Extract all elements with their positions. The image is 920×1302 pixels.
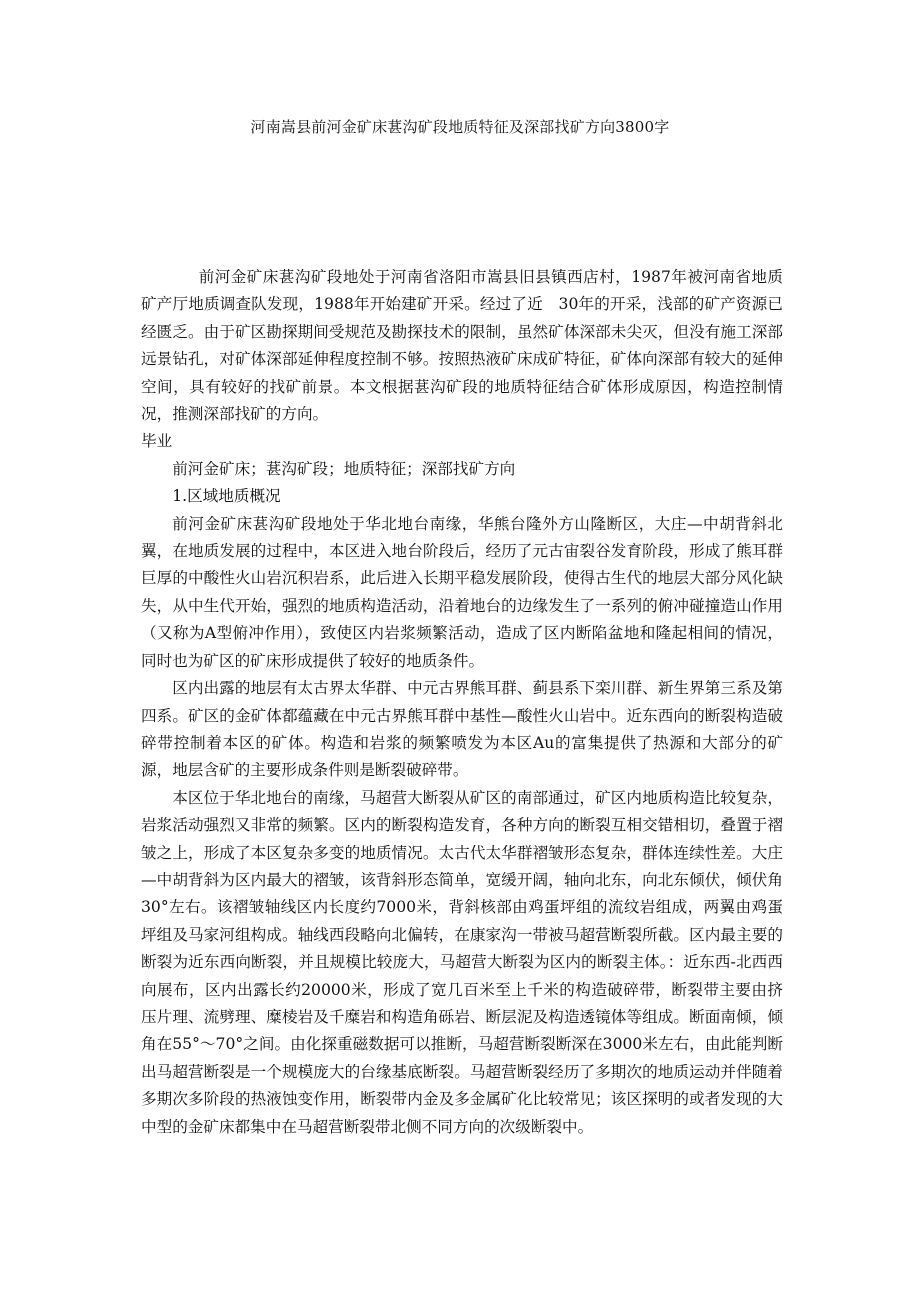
body-paragraph: 区内出露的地层有太古界太华群、中元古界熊耳群、蓟县系下栾川群、新生界第三系及第四系。矿区的金矿体都蕴藏在中元古界熊耳群中基性—酸性火山岩中。近东西向的断裂构造破碎带控制着本区的矿体。构造和岩浆的频繁喷发为本区Au的富集提供了热源和大部分的矿源，地层含矿的主要形成条件则是断裂破碎带。 [141, 679, 783, 780]
abstract-paragraph: 前河金矿床葚沟矿段地处于河南省洛阳市嵩县旧县镇西店村，1987年被河南省地质矿产厅地质调查队发现，1988年开始建矿开采。经过了近 30年的开采，浅部的矿产资源已经匮乏。由于矿区勘探期间受规范及勘探技术的限制，虽然矿体深部未尖灭，但没有施工深部远景钻孔，对矿体深部延伸程度控制不够。按照热液矿床成矿特征，矿体向深部有较大的延伸空间，具有较好的找矿前景。本文根据葚沟矿段的地质特征结合矿体形成原因，构造控制情况，推测深部找矿的方向。 [141, 268, 783, 424]
document-body [141, 264, 783, 1141]
graduation-label: 毕业 [141, 432, 173, 451]
section-heading: 1.区域地质概况 [172, 487, 281, 506]
body-paragraph: 本区位于华北地台的南缘，马超营大断裂从矿区的南部通过，矿区内地质构造比较复杂，岩浆活动强烈又非常的频繁。区内的断裂构造发育，各种方向的断裂互相交错相切，叠置于褶皱之上，形成了本区复杂多变的地质情况。太古代太华群褶皱形态复杂，群体连续性差。大庄—中胡背斜为区内最大的褶皱，该背斜形态简单，宽缓开阔，轴向北东，向北东倾伏，倾伏角30°左右。该褶皱轴线区内长度约7000米，背斜核部由鸡蛋坪组的流纹岩组成，两翼由鸡蛋坪组及马家河组构成。轴线西段略向北偏转，在康家沟一带被马超营断裂所截。区内最主要的断裂为近东西向断裂，并且规模比较庞大，马超营大断裂为区内的断裂主体。：近东西-北西西向展布，区内出露长约20000米，形成了宽几百米至上千米的构造破碎带，断裂带主要由挤压片理、流劈理、糜棱岩及千糜岩和构造角砾岩、断层泥及构造透镜体等组成。断面南倾，倾角在55°～70°之间。由化探重磁数据可以推断，马超营断裂断深在3000米左右，由此能判断出马超营断裂是一个规模庞大的台缘基底断裂。马超营断裂经历了多期次的地质运动并伴随着多期次多阶段的热液蚀变作用，断裂带内金及多金属矿化比较常见；该区探明的或者发现的大中型的金矿床都集中在马超营断裂带北侧不同方向的次级断裂中。 [141, 788, 783, 1136]
keywords-line: 前河金矿床；葚沟矿段；地质特征；深部找矿方向 [172, 459, 516, 478]
document-title: 河南嵩县前河金矿床葚沟矿段地质特征及深部找矿方向3800字 [250, 118, 670, 136]
body-paragraph: 前河金矿床葚沟矿段地处于华北地台南缘，华熊台隆外方山隆断区，大庄—中胡背斜北翼，在地质发展的过程中，本区进入地台阶段后，经历了元古宙裂谷发育阶段，形成了熊耳群巨厚的中酸性火山岩沉积岩系，此后进入长期平稳发展阶段，使得古生代的地层大部分风化缺失，从中生代开始，强烈的地质构造活动，沿着地台的边缘发生了一系列的俯冲碰撞造山作用（又称为A型俯冲作用），致使区内岩浆频繁活动，造成了区内断陷盆地和隆起相间的情况，同时也为矿区的矿床形成提供了较好的地质条件。 [141, 514, 783, 670]
